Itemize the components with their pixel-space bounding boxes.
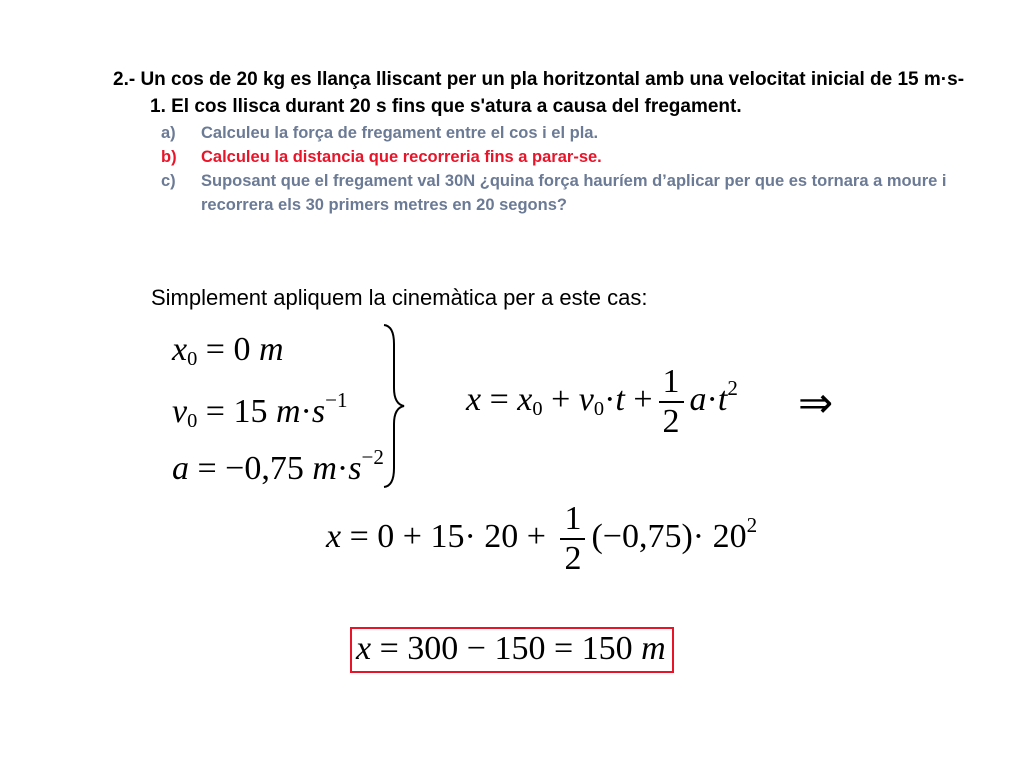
unit-m: m <box>258 331 284 368</box>
fraction-one-half <box>560 500 585 578</box>
unit-s: s <box>348 449 362 487</box>
var-x: x <box>172 331 188 368</box>
option-text: Calculeu la distancia que recorreria fins a parar-se. <box>201 148 602 166</box>
var-x: x <box>326 517 342 555</box>
denominator: 2 <box>564 540 582 578</box>
unit-m: m <box>275 392 301 430</box>
given-a <box>172 447 384 486</box>
dot: · <box>336 449 349 487</box>
equals-value: = 0 <box>197 331 259 368</box>
var-t: t <box>615 380 625 418</box>
var-a: a <box>172 449 189 487</box>
var-t: t <box>717 380 728 418</box>
var-x0: x <box>517 380 533 418</box>
dot: · <box>604 380 616 418</box>
exponent: 2 <box>746 513 758 538</box>
option-a <box>161 121 973 145</box>
equals: = <box>481 380 518 418</box>
option-letter: a) <box>161 124 176 142</box>
dot: · <box>706 380 718 418</box>
option-letter: b) <box>161 148 177 166</box>
option-text: Suposant que el fregament val 30N ¿quina força hauríem d’aplicar per que es tornara a moure i recorrera els 30 primers metres en 20 segons? <box>201 172 947 214</box>
exponent: −1 <box>325 388 348 412</box>
subscript: 0 <box>593 397 605 420</box>
right-brace-icon <box>380 322 410 490</box>
subscript: 0 <box>187 409 198 432</box>
plus: + <box>624 380 653 418</box>
subscript: 0 <box>532 397 543 420</box>
unit-s: s <box>311 392 326 430</box>
exponent: −2 <box>361 445 384 469</box>
problem-statement <box>113 66 973 217</box>
exponent: 2 <box>727 376 738 401</box>
unit-m: m <box>641 630 666 667</box>
plus: + <box>542 380 579 418</box>
solution-intro: Simplement apliquem la cinemàtica per a este cas: <box>151 285 648 310</box>
numerator: 1 <box>560 500 585 540</box>
dot: · <box>300 392 312 430</box>
result-expression: = 300 − 150 = 150 <box>371 630 642 667</box>
expression: = 0 + 15· 20 + <box>341 517 555 555</box>
equals-value: = −0,75 <box>189 449 313 487</box>
option-letter: c) <box>161 172 176 190</box>
fraction-one-half <box>659 363 684 441</box>
option-c <box>161 169 973 217</box>
result-box <box>350 627 674 673</box>
numerator: 1 <box>659 363 684 403</box>
kinematics-formula <box>466 363 738 441</box>
var-v0: v <box>578 380 594 418</box>
denominator: 2 <box>662 403 680 441</box>
option-b <box>161 145 973 169</box>
var-a: a <box>689 380 707 418</box>
problem-text: 2.- Un cos de 20 kg es llança lliscant per un pla horitzontal amb una velocitat inicial de 15 m·s-1. El cos llisca durant 20 s fins que s'atura a causa del fregament. <box>113 69 965 117</box>
var-v: v <box>172 392 188 430</box>
option-text: Calculeu la força de fregament entre el cos i el pla. <box>201 124 599 142</box>
given-v0 <box>172 390 348 431</box>
subscript: 0 <box>187 348 198 371</box>
implies-arrow-icon: ⇒ <box>798 381 834 427</box>
problem-options <box>161 121 973 217</box>
var-x: x <box>356 630 372 667</box>
equals-value: = 15 <box>197 392 276 430</box>
unit-m: m <box>312 449 337 487</box>
var-x: x <box>466 380 482 418</box>
substitution-line <box>326 500 757 578</box>
given-x0 <box>172 333 284 370</box>
expression-tail: (−0,75)· 20 <box>591 517 747 555</box>
